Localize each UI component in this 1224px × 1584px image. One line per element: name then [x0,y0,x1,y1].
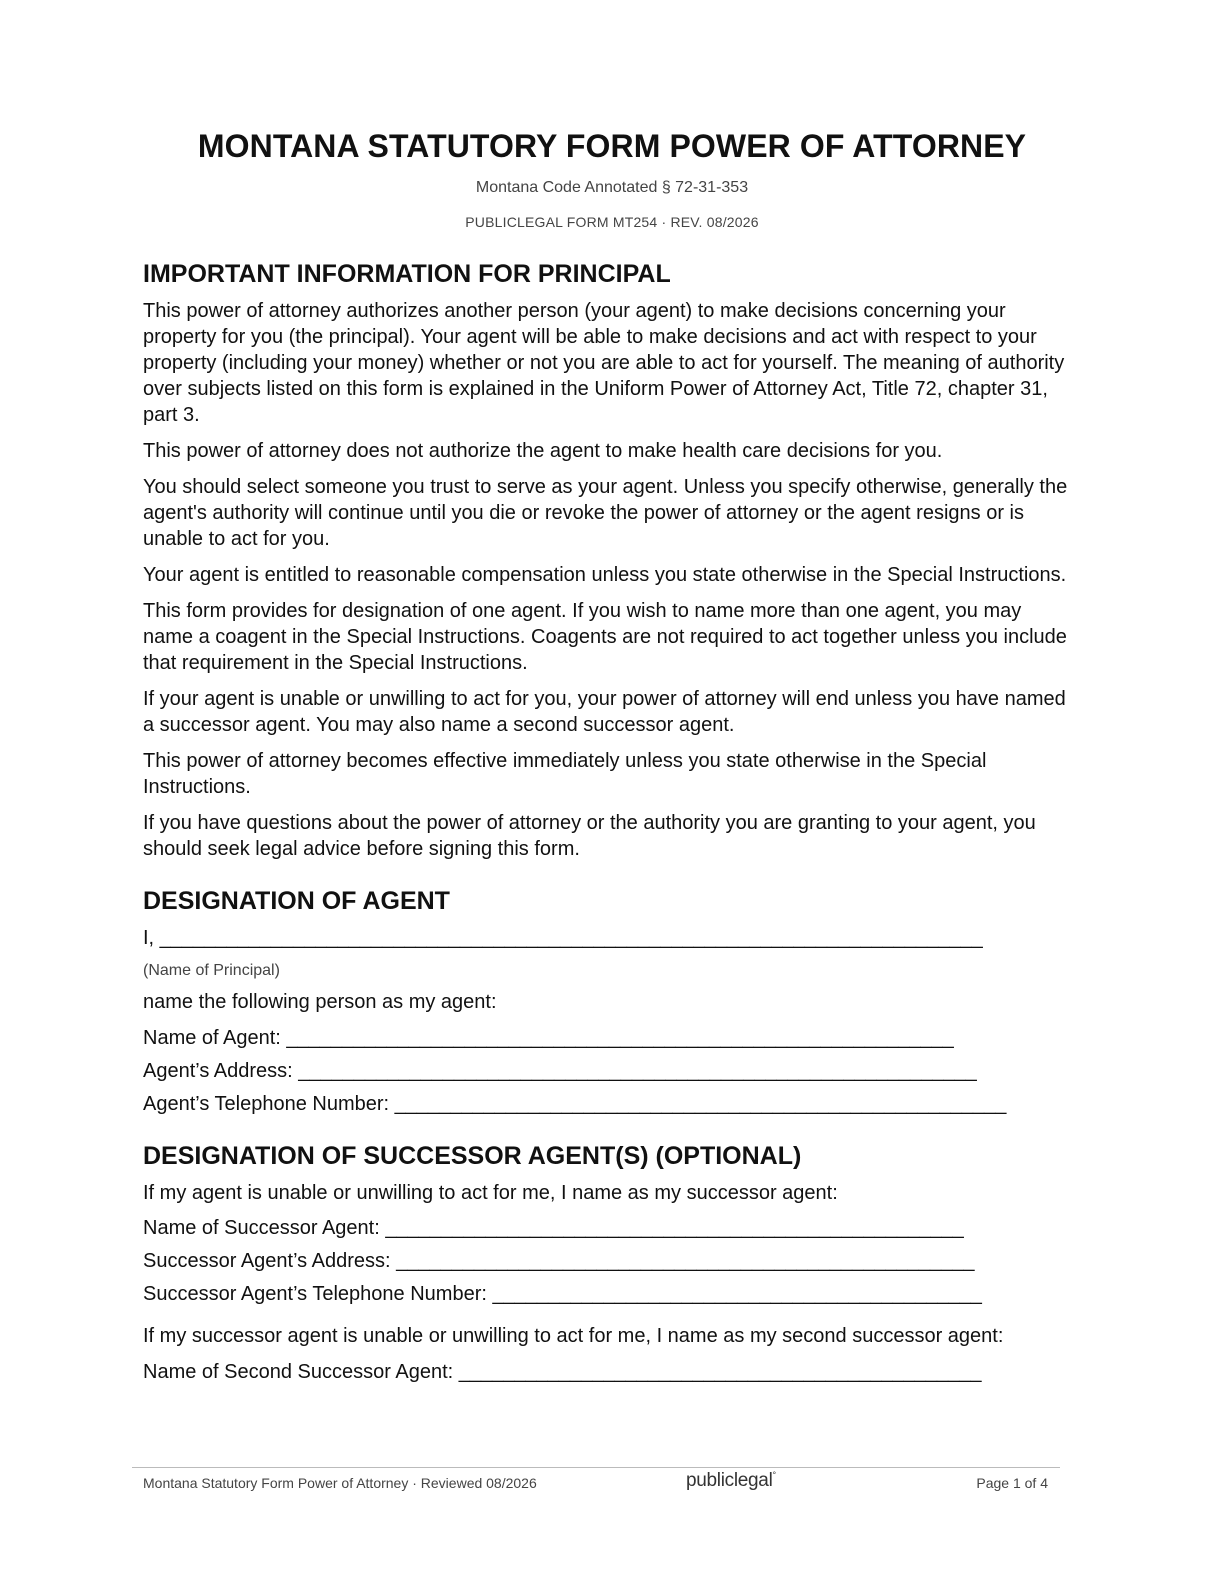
successor-address-line [143,1248,1073,1274]
second-successor-name-field[interactable]: _______________________________________________ [458,1361,982,1383]
important-paragraph: This power of attorney authorizes another person (your agent) to make decisions concerning your property for you (the principal). Your agent will be able to make decisions and act with respect to your property (including your money) whether or not you are able to act for yourself. The meaning of authority over subjects listed on this form is explained in the Uniform Power of Attorney Act, Title 72, chapter 31, part 3. [143,300,1065,426]
agent-address-line [143,1058,1073,1084]
successor-name-label: Name of Successor Agent: [143,1217,386,1239]
footer-doc-title: Montana Statutory Form Power of Attorney · Reviewed 08/2026 [143,1475,537,1491]
publiclegal-logo [686,1470,776,1492]
successor-intro: If my agent is unable or unwilling to act for me, I name as my successor agent: [143,1182,838,1204]
trademark-icon: ° [772,1470,776,1480]
agent-name-field[interactable]: ____________________________________________________________ [286,1027,954,1049]
agent-intro: name the following person as my agent: [143,991,497,1013]
important-paragraph: If your agent is unable or unwilling to act for you, your power of attorney will end unless you have named a successor agent. You may also name a second successor agent. [143,688,1066,736]
form-title: MONTANA STATUTORY FORM POWER OF ATTORNEY [197,128,1027,164]
logo-text: publiclegal [686,1470,773,1491]
principal-name-field[interactable]: __________________________________________________________________________ [159,927,983,949]
agent-phone-field[interactable]: _______________________________________________________ [394,1093,1007,1115]
agent-name-label: Name of Agent: [143,1027,287,1049]
principal-label: I, [143,927,160,949]
second-successor-intro: If my successor agent is unable or unwilling to act for me, I name as my second successor agent: [143,1325,1004,1347]
important-paragraph: This power of attorney becomes effective immediately unless you state otherwise in the Special Instructions. [143,750,987,798]
successor-name-line [143,1215,1073,1241]
agent-phone-line [143,1091,1073,1117]
footer-divider [132,1467,1060,1468]
agent-address-field[interactable]: _____________________________________________________________ [298,1060,977,1082]
principal-caption: (Name of Principal) [143,962,280,979]
successor-heading: DESIGNATION OF SUCCESSOR AGENT(S) (OPTIONAL) [143,1142,802,1170]
important-paragraph: Your agent is entitled to reasonable compensation unless you state otherwise in the Special Instructions. [143,564,1067,586]
second-successor-name-line [143,1359,1073,1385]
successor-name-field[interactable]: ____________________________________________________ [385,1217,964,1239]
agent-address-label: Agent’s Address: [143,1060,299,1082]
agent-heading: DESIGNATION OF AGENT [143,887,450,915]
important-paragraph: You should select someone you trust to serve as your agent. Unless you specify otherwise, generally the agent's authority will continue until you die or revoke the power of attorney or the agent resigns or is unable to act for you. [143,476,1068,550]
successor-phone-field[interactable]: ____________________________________________ [492,1283,982,1305]
second-successor-name-label: Name of Second Successor Agent: [143,1361,459,1383]
successor-phone-label: Successor Agent’s Telephone Number: [143,1283,493,1305]
important-paragraph: This form provides for designation of one agent. If you wish to name more than one agent, you may name a coagent in the Special Instructions. Coagents are not required to act together unless you include that requirement in the Special Instructions. [143,600,1067,674]
agent-name-line [143,1025,1073,1051]
important-heading: IMPORTANT INFORMATION FOR PRINCIPAL [143,260,671,288]
successor-phone-line [143,1281,1073,1307]
successor-address-field[interactable]: ____________________________________________________ [396,1250,975,1272]
successor-address-label: Successor Agent’s Address: [143,1250,397,1272]
statute-citation: Montana Code Annotated § 72-31-353 [475,179,749,196]
agent-phone-label: Agent’s Telephone Number: [143,1093,395,1115]
form-id: PUBLICLEGAL FORM MT254 · REV. 08/2026 [465,214,759,230]
principal-name-line [143,925,1073,951]
form-body [143,259,1073,1385]
important-paragraph: This power of attorney does not authorize the agent to make health care decisions for you. [143,440,943,462]
page-number: Page 1 of 4 [976,1475,1048,1491]
important-paragraph: If you have questions about the power of attorney or the authority you are granting to your agent, you should seek legal advice before signing this form. [143,812,1036,860]
